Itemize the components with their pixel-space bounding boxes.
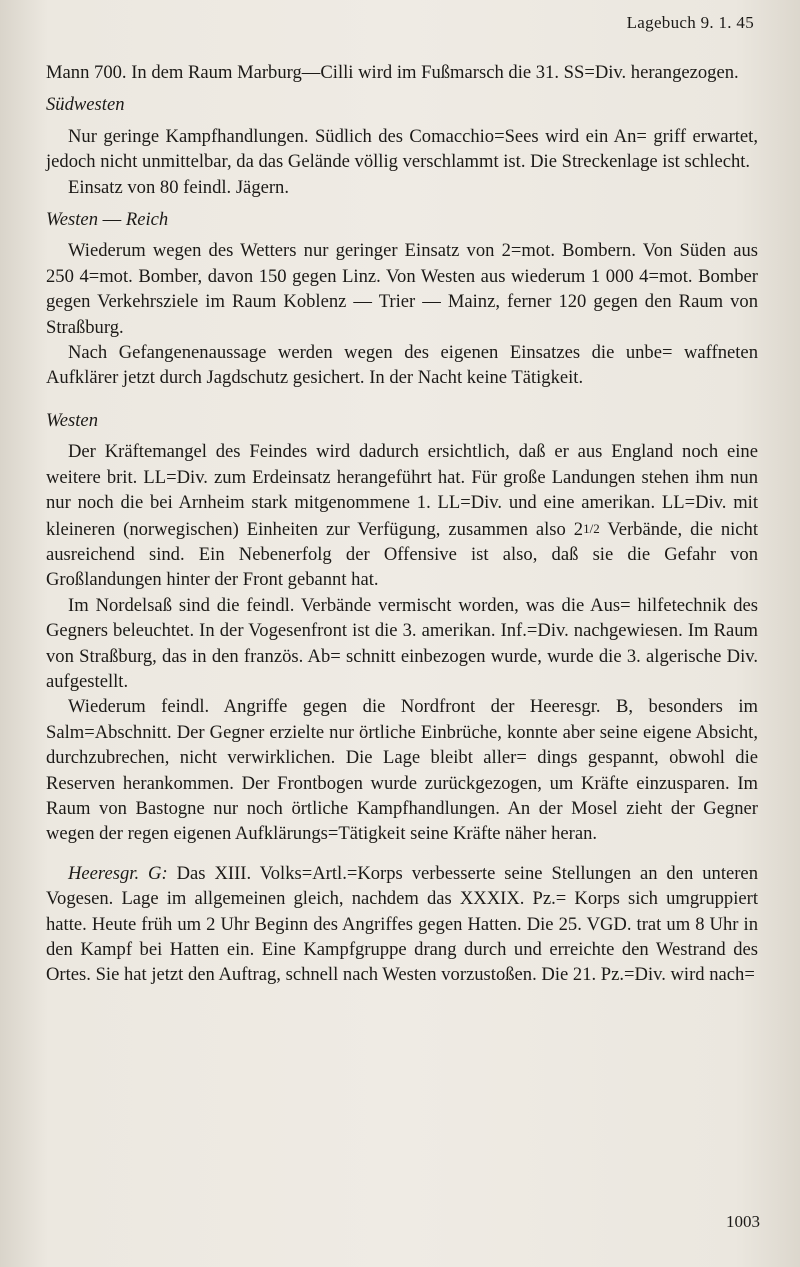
paragraph-suedwesten-1: Nur geringe Kampfhandlungen. Südlich des Comacchio=Sees wird ein An= griff erwartet, jedoch nicht unmittelbar, da das Gelände völlig verschlammt ist. Die Streckenlage ist schlecht.: [46, 125, 758, 173]
heeresgruppe-label: Heeresgr. G:: [68, 862, 168, 884]
paragraph-intro: Mann 700. In dem Raum Marburg—Cilli wird im Fußmarsch die 31. SS=Div. herangezogen.: [46, 62, 739, 83]
heading-dash: —: [98, 209, 126, 231]
section-heading-westen-reich: [46, 207, 758, 232]
paragraph-westen-3: Wiederum feindl. Angriffe gegen die Nordfront der Heeresgr. B, besonders im Salm=Abschnitt. Der Gegner erzielte nur örtliche Einbrüche, konnte aber seine eigene Absicht, durchzubrechen, nicht verwirklichen. Die Lage bleibt aller= dings gespannt, obwohl die Reserven herankommen. Der Frontbogen wurde zurückgezogen, um Kräfte einzusparen. Im Raum von Bastogne nur noch örtliche Kampfhandlungen. An der Mosel zieht der Gegner wegen der regen eigenen Aufklärungs=Tätigkeit seine Kräfte näher heran.: [46, 696, 758, 845]
paragraph-westen-reich-1: Wiederum wegen des Wetters nur geringer Einsatz von 2=mot. Bombern. Von Süden aus 250 4=mot. Bomber, davon 150 gegen Linz. Von Westen aus wiederum 1 000 4=mot. Bomber gegen Verkehrsziele im Raum Koblenz — Trier — Mainz, ferner 120 gegen den Raum von Straßburg.: [46, 240, 758, 338]
section-heading-westen: Westen: [46, 409, 98, 431]
paragraph-westen-1: [46, 439, 758, 592]
paragraph-westen-1-part-a: Der Kräftemangel des Feindes wird dadurch ersichtlich, daß er aus England noch eine weitere brit. LL=Div. zum Erdeinsatz herangeführt hat. Für große Landungen stehen ihm nun nur noch die bei Arnheim stark mitgenommene 1. LL=Div. und eine amerikan. LL=Div. mit kleineren (norwegischen) Einheiten zur Verfügung, zusammen also 2: [46, 441, 758, 540]
body-text: [46, 60, 758, 988]
paragraph-westen-reich-2: Nach Gefangenenaussage werden wegen des eigenen Einsatzes die unbe= waffneten Aufklärer jetzt durch Jagdschutz gesichert. In der Nacht keine Tätigkeit.: [46, 342, 758, 389]
paragraph-westen-1-part-b: Verbände, die nicht ausreichend sind. Ein Nebenerfolg der Offensive ist also, daß sie die Gefahr von Großlandungen hinter der Front gebannt hat.: [46, 518, 759, 591]
running-header: Lagebuch 9. 1. 45: [626, 13, 754, 32]
section-heading-suedwesten: Südwesten: [46, 94, 125, 116]
paragraph-heeresgruppe-g: [46, 861, 758, 988]
paragraph-suedwesten-2: Einsatz von 80 feindl. Jägern.: [68, 176, 290, 198]
heeresgruppe-text: Das XIII. Volks=Artl.=Korps verbesserte seine Stellungen an den unteren Vogesen. Lage im allgemeinen gleich, nachdem das XXXIX. Pz.= Korps sich umgruppiert hatte. Heute früh um 2 Uhr Beginn des Angriffes gegen Hatten. Die 25. VGD. trat um 8 Uhr in den Kampf bei Hatten ein. Eine Kampfgruppe drang durch und erreichte den Westrand des Ortes. Sie hat jetzt den Auftrag, schnell nach Westen vorzustoßen. Die 21. Pz.=Div. wird nach=: [46, 862, 758, 986]
fraction-half: 1/2: [583, 520, 600, 536]
heading-part-reich: Reich: [125, 209, 169, 231]
heading-part-westen: Westen: [46, 209, 98, 231]
page-number: 1003: [726, 1212, 760, 1231]
paragraph-westen-2: Im Nordelsaß sind die feindl. Verbände vermischt worden, was die Aus= hilfetechnik des Gegners beleuchtet. In der Vogesenfront ist die 3. amerikan. Inf.=Div. nachgewiesen. Im Raum von Straßburg, das in den französ. Ab= schnitt einbezogen wurde, wurde die 3. algerische Div. aufgestellt.: [46, 594, 758, 692]
